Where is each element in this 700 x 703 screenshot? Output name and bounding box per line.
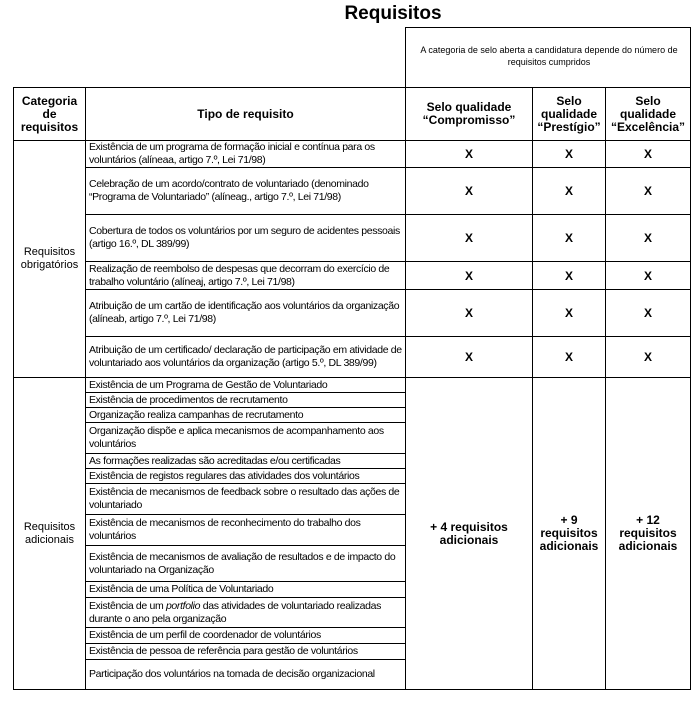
grid-hline <box>85 643 406 644</box>
category-adicionais: Requisitos adicionais <box>23 520 76 546</box>
adicional-row-5-text: As formações realizadas são acreditadas e/ou certificadas <box>89 454 341 467</box>
obrigatorio-row-4-text: Realização de reembolso de despesas que decorram do exercício de trabalho voluntário (alíneaj, artigo 7.º, Lei 71/98) <box>89 262 390 288</box>
adicional-row-2-text: Existência de procedimentos de recrutamento <box>89 393 288 406</box>
grid-hline <box>13 377 691 378</box>
selo-note: A categoria de selo aberta a candidatura depende do número de requisitos cumpridos <box>420 45 678 67</box>
grid-hline <box>13 140 691 141</box>
grid-hline <box>405 27 691 28</box>
grid-hline <box>85 627 406 628</box>
mark-excelencia-6: X <box>643 349 652 364</box>
grid-hline <box>85 659 406 660</box>
grid-hline <box>85 214 691 215</box>
grid-hline <box>85 597 406 598</box>
obrigatorio-row-1-text: Existência de um programa de formação inicial e contínua para os voluntários (alíneaa, artigo 7.º, Lei 71/98) <box>89 141 375 166</box>
grid-hline <box>85 392 406 393</box>
grid-hline <box>85 336 691 337</box>
header-excelencia: Selo qualidade “Excelência” <box>610 93 686 134</box>
mark-prestigio-5: X <box>564 306 573 320</box>
grid-hline <box>85 545 406 546</box>
grid-hline <box>85 453 406 454</box>
grid-hline <box>13 689 691 690</box>
adicionais-excelencia: + 12 requisitos adicionais <box>618 513 678 553</box>
grid-hline <box>85 289 691 290</box>
grid-vline <box>532 87 533 690</box>
grid-hline <box>85 407 406 408</box>
mark-compromisso-3: X <box>464 231 473 245</box>
mark-excelencia-5: X <box>643 306 652 320</box>
mark-prestigio-2: X <box>564 184 573 198</box>
adicional-row-10-text: Existência de uma Política de Voluntariado <box>89 583 274 595</box>
req-text-part: Existência de um <box>89 599 166 612</box>
grid-hline <box>13 87 691 88</box>
grid-vline <box>85 87 86 690</box>
obrigatorio-row-3-text: Cobertura de todos os voluntários por um seguro de acidentes pessoais (artigo 16.º, DL 389/99) <box>89 225 400 250</box>
grid-hline <box>85 483 406 484</box>
adicional-row-4-text: Organização dispõe e aplica mecanismos de acompanhamento aos voluntários <box>89 425 384 450</box>
mark-prestigio-6: X <box>564 349 573 364</box>
mark-compromisso-6: X <box>464 349 473 364</box>
mark-compromisso-2: X <box>464 184 473 198</box>
grid-hline <box>85 167 691 168</box>
req-text-part: das atividades de voluntariado realizadas durante o ano pela organização <box>89 599 381 625</box>
grid-vline <box>13 87 14 690</box>
grid-hline <box>85 468 406 469</box>
adicional-row-12-text: Existência de um perfil de coordenador de voluntários <box>89 629 321 641</box>
mark-prestigio-1: X <box>564 147 573 161</box>
grid-hline <box>85 514 406 515</box>
mark-excelencia-1: X <box>643 147 652 161</box>
grid-hline <box>85 261 691 262</box>
adicional-row-13-text: Existência de pessoa de referência para gestão de voluntários <box>89 645 358 657</box>
category-obrigatorios: Requisitos obrigatórios <box>20 246 79 271</box>
mark-excelencia-3: X <box>643 231 652 245</box>
obrigatorio-row-6-text: Atribuição de um certificado/ declaração de participação em atividade de voluntariado aos voluntários da organização (artigo 5.º, DL 389/99) <box>89 343 402 369</box>
grid-vline <box>605 87 606 690</box>
adicional-row-8-text: Existência de mecanismos de reconhecimento do trabalho dos voluntários <box>89 517 361 542</box>
mark-compromisso-4: X <box>464 268 473 283</box>
mark-prestigio-3: X <box>564 231 573 245</box>
adicional-row-6-text: Existência de registos regulares das atividades dos voluntários <box>89 469 360 482</box>
header-compromisso: Selo qualidade “Compromisso” <box>422 100 516 127</box>
adicionais-compromisso: + 4 requisitos adicionais <box>430 519 508 547</box>
adicional-row-3-text: Organização realiza campanhas de recrutamento <box>89 408 304 421</box>
adicional-row-11-text <box>86 598 405 627</box>
adicional-row-9-text: Existência de mecanismos de avaliação de resultados e de impacto do voluntariado na Organização <box>89 550 396 576</box>
mark-excelencia-4: X <box>643 268 652 283</box>
grid-vline <box>405 27 406 689</box>
adicional-row-1-text: Existência de um Programa de Gestão de Voluntariado <box>89 378 328 391</box>
adicional-row-14-text: Participação dos voluntários na tomada de decisão organizacional <box>89 667 375 680</box>
adicionais-prestigio: + 9 requisitos adicionais <box>539 513 599 553</box>
header-prestigio: Selo qualidade “Prestígio” <box>537 93 601 134</box>
header-tipo: Tipo de requisito <box>197 106 294 121</box>
obrigatorio-row-2-text: Celebração de um acordo/contrato de voluntariado (denominado “Programa de Voluntariado” (alíneag., artigo 7.º, Lei 71/98) <box>89 178 369 203</box>
req-text-italic: portfolio <box>165 599 201 612</box>
grid-hline <box>85 581 406 582</box>
mark-compromisso-1: X <box>464 147 473 161</box>
header-categoria: Categoria de requisitos <box>20 93 79 134</box>
page-title: Requisitos <box>344 3 442 24</box>
mark-prestigio-4: X <box>564 268 573 283</box>
grid-vline <box>690 27 691 689</box>
mark-compromisso-5: X <box>464 306 473 320</box>
grid-hline <box>85 422 406 423</box>
obrigatorio-row-5-text: Atribuição de um cartão de identificação aos voluntários da organização (alíneab, artigo 7.º, Lei 71/98) <box>89 300 400 325</box>
adicional-row-7-text: Existência de mecanismos de feedback sobre o resultado das ações de voluntariado <box>89 486 400 511</box>
mark-excelencia-2: X <box>643 184 652 198</box>
